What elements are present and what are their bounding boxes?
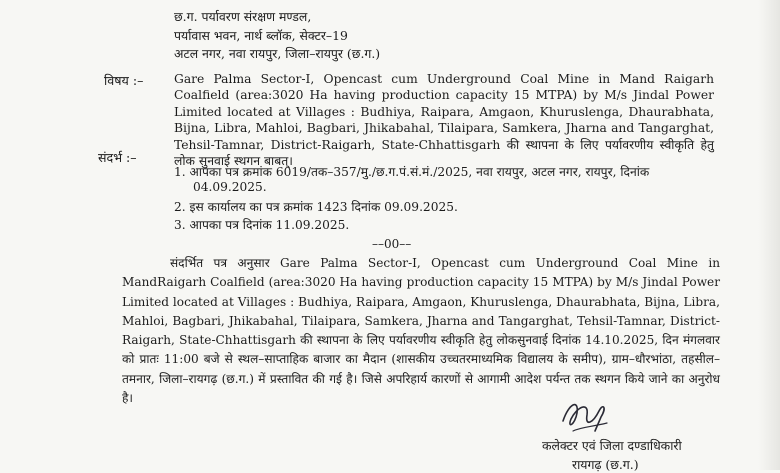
reference-1: 1. आपका पत्र क्रमांक 6019/तक–357/मु./छ.ग.पं.सं.मं./2025, नवा रायपुर, अटल नगर, रायपुर, दिनांक — [174, 165, 650, 179]
reference-1-date: 04.09.2025. — [193, 180, 267, 194]
signatory-place: रायगढ़ (छ.ग.) — [572, 457, 639, 472]
reference-label: संदर्भ :– — [98, 150, 137, 165]
signature-mark — [555, 393, 615, 438]
reference-2: 2. इस कार्यालय का पत्र क्रमांक 1423 दिनांक 09.09.2025. — [174, 200, 458, 214]
address-line-2: पर्यावास भवन, नार्थ ब्लॉक, सेक्टर–19 — [174, 28, 348, 43]
subject-text: Gare Palma Sector-I, Opencast cum Underground Coal Mine in Mand Raigarh Coalfield (area:3020 Ha having production capacity 15 MTPA) by M/s Jindal Power Limited located at Villages : Budhiya, Raipara, Amgaon, Khuruslenga, Dhaurabhata, Bijna, Libra, Mahloi, Bagbari, Jhikabahal, Tilaipara, Samkera, Jharna and Tangarghat, Tehsil-Tamnar, District-Raigarh, State-Chhattisgarh की स्थापना के लिए पर्यावरणीय स्वीकृति हेतु लोक सुनवाई स्थगन बाबत्। — [174, 72, 714, 169]
body-paragraph — [122, 254, 720, 408]
body-text: संदर्भित पत्र अनुसार Gare Palma Sector-I, Opencast cum Underground Coal Mine in MandRaigarh Coalfield (area:3020 Ha having production capacity 15 MTPA) by M/s Jindal Power Limited located at Villages : Budhiya, Raipara, Amgaon, Khuruslenga, Dhaurabhata, Bijna, Libra, Mahloi, Bagbari, Jhikabahal, Tilaipara, Samkera, Jharna and Tangarghat, Tehsil-Tamnar, District-Raigarh, State-Chhattisgarh की स्थापना के लिए पर्यावरणीय स्वीकृति हेतु लोकसुनवाई दिनांक 14.10.2025, दिन मंगलवार को प्रातः 11:00 बजे से स्थल–साप्ताहिक बाजार का मैदान (शासकीय उच्चतरमाध्यमिक विद्यालय के समीप), ग्राम–धौरभांठा, तहसील–तमनार, जिला–रायगढ़ (छ.ग.) में प्रस्तावित की गई है। जिसे अपरिहार्य कारणों से आगामी आदेश पर्यन्त तक स्थगन किये जाने का अनुरोध है। — [122, 256, 720, 406]
address-line-3: अटल नगर, नवा रायपुर, जिला–रायपुर (छ.ग.) — [174, 46, 381, 61]
reference-3: 3. आपका पत्र दिनांक 11.09.2025. — [174, 218, 350, 232]
separator: ––00–– — [372, 237, 412, 251]
subject-label: विषय :– — [104, 73, 144, 88]
page-edge-shadow — [758, 0, 780, 470]
address-line-1: छ.ग. पर्यावरण संरक्षण मण्डल, — [174, 9, 312, 24]
signatory-designation: कलेक्टर एवं जिला दण्डाधिकारी — [542, 438, 682, 453]
